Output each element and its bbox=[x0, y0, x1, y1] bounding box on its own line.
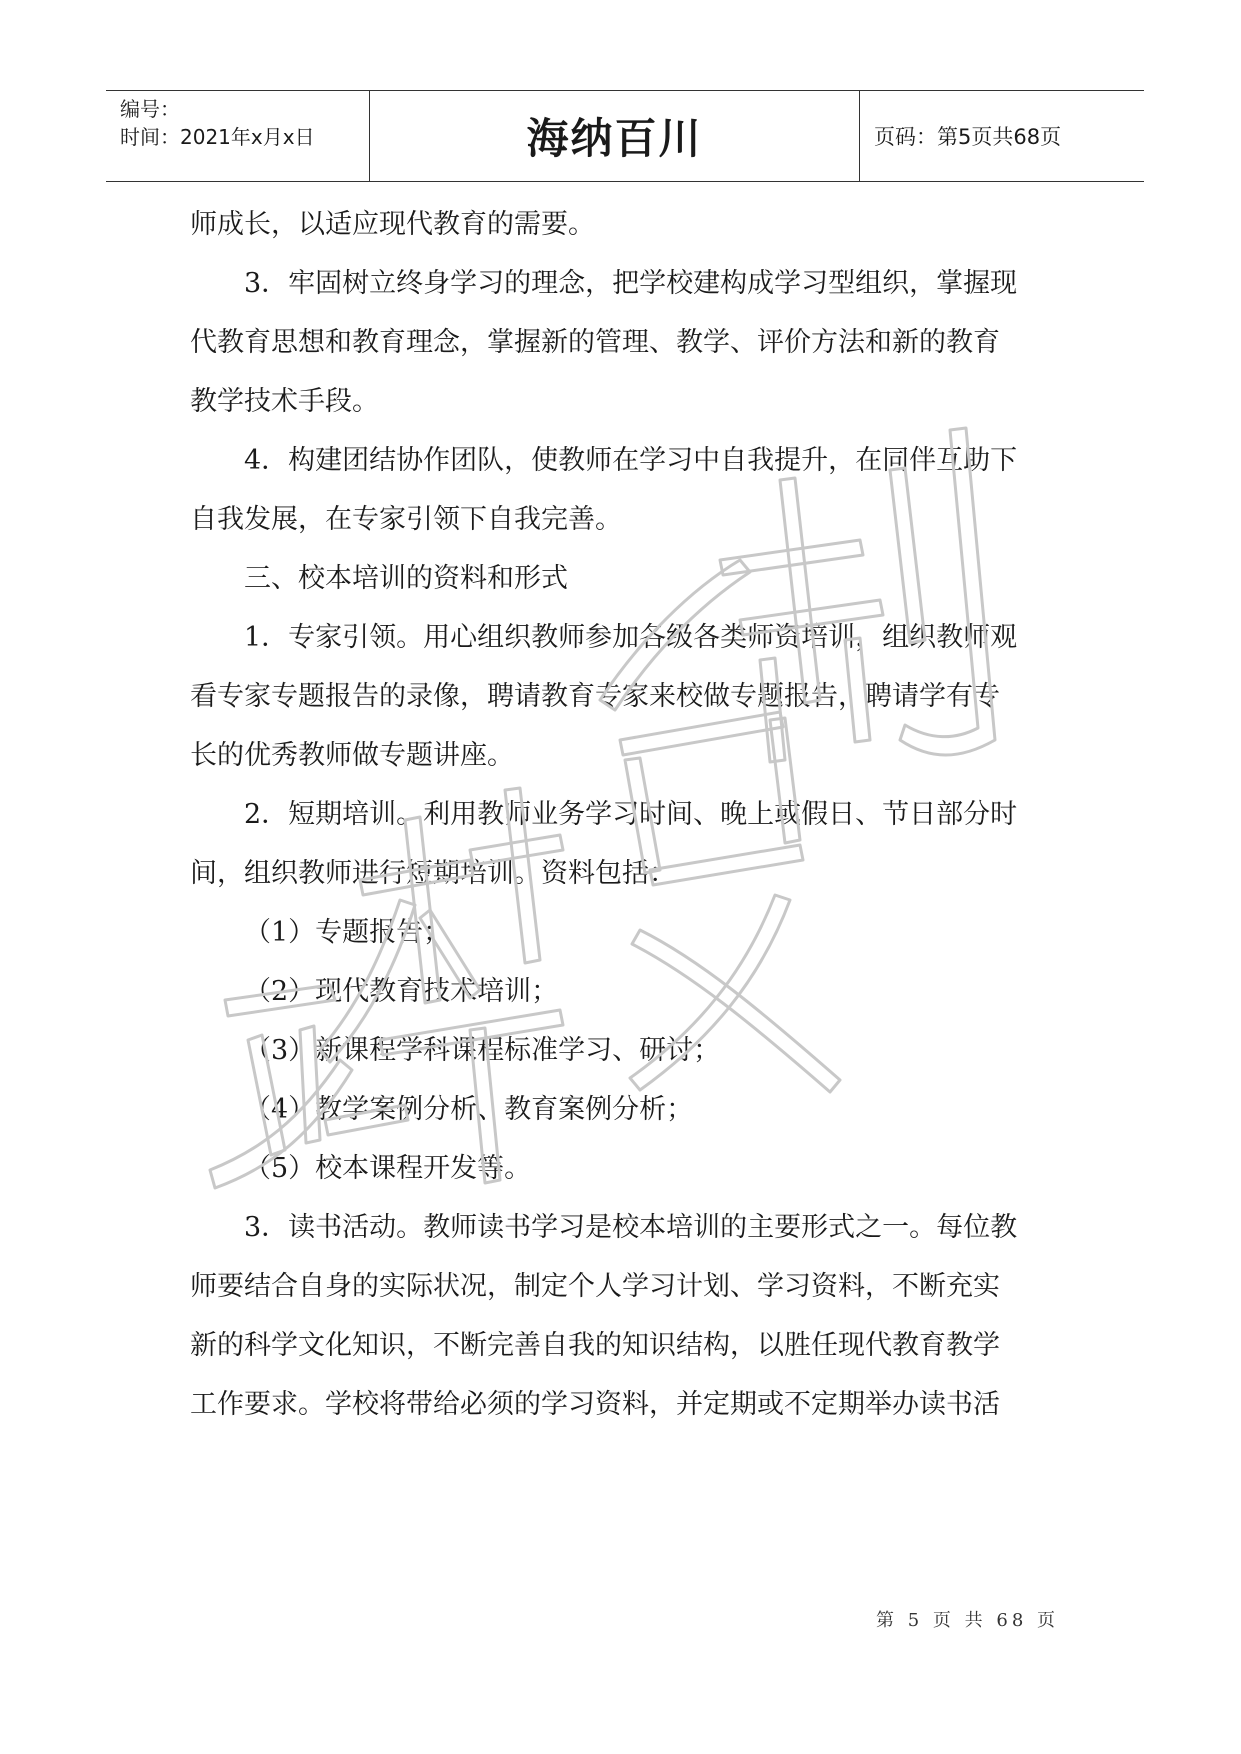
body-line: 间，组织教师进行短期培训。资料包括： bbox=[190, 858, 676, 889]
body-line: 3．读书活动。教师读书学习是校本培训的主要形式之一。每位教 bbox=[244, 1212, 1018, 1243]
page-footer: 第 5 页 共 68 页 bbox=[876, 1610, 1059, 1631]
body-line: 长的优秀教师做专题讲座。 bbox=[190, 740, 514, 771]
list-item: （5）校本课程开发等。 bbox=[244, 1153, 532, 1184]
body-line: 2．短期培训。利用教师业务学习时间、晚上或假日、节日部分时 bbox=[244, 799, 1018, 830]
body-line: 新的科学文化知识，不断完善自我的知识结构，以胜任现代教育教学 bbox=[190, 1330, 1000, 1361]
list-item: （1）专题报告； bbox=[244, 917, 451, 948]
document-body bbox=[190, 210, 1060, 1449]
body-line: 代教育思想和教育理念，掌握新的管理、教学、评价方法和新的教育 bbox=[190, 327, 1000, 358]
section-heading: 三、校本培训的资料和形式 bbox=[244, 563, 568, 594]
body-line: 3．牢固树立终身学习的理念，把学校建构成学习型组织，掌握现 bbox=[244, 268, 1018, 299]
body-line: 4．构建团结协作团队，使教师在学习中自我提升，在同伴互助下 bbox=[244, 445, 1018, 476]
header-meta bbox=[106, 91, 370, 181]
list-item: （2）现代教育技术培训； bbox=[244, 976, 559, 1007]
list-item: （3）新课程学科课程标准学习、研讨； bbox=[244, 1035, 721, 1066]
document-number-label: 编号： bbox=[120, 97, 180, 121]
body-line: 工作要求。学校将带给必须的学习资料，并定期或不定期举办读书活 bbox=[190, 1389, 1000, 1420]
body-line: 自我发展，在专家引领下自我完善。 bbox=[190, 504, 622, 535]
body-line: 1．专家引领。用心组织教师参加各级各类师资培训，组织教师观 bbox=[244, 622, 1018, 653]
body-line: 看专家专题报告的录像，聘请教育专家来校做专题报告，聘请学有专 bbox=[190, 681, 1000, 712]
header-page-code: 页码：第5页共68页 bbox=[874, 125, 1062, 149]
list-item: （4）教学案例分析、教育案例分析； bbox=[244, 1094, 694, 1125]
document-time: 时间：2021年x月x日 bbox=[120, 125, 315, 149]
body-line: 师要结合自身的实际状况，制定个人学习计划、学习资料，不断充实 bbox=[190, 1271, 1000, 1302]
page-header bbox=[106, 90, 1144, 182]
body-line: 师成长，以适应现代教育的需要。 bbox=[190, 209, 595, 240]
header-title: 海纳百川 bbox=[370, 91, 860, 181]
body-line: 教学技术手段。 bbox=[190, 386, 379, 417]
